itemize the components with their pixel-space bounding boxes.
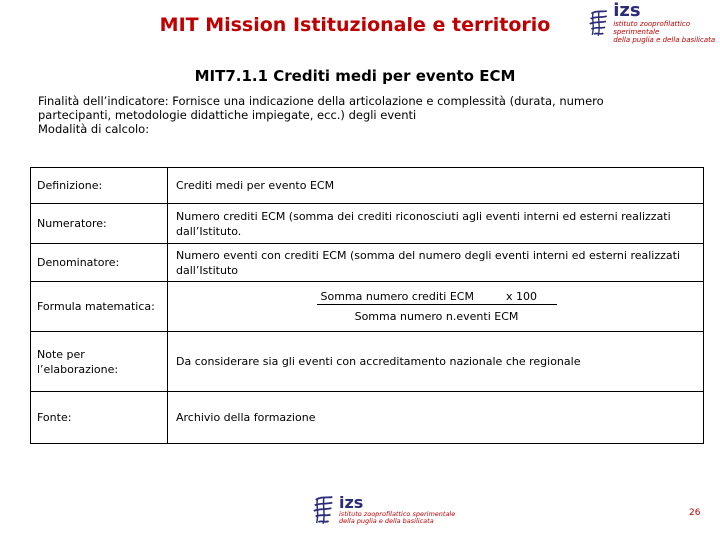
row-value: Numero eventi con crediti ECM (somma del numero degli eventi interni ed esterni realizzati dall’Istituto	[168, 244, 704, 282]
intro-line: partecipanti, metodologie didattiche impiegate, ecc.) degli eventi	[38, 108, 417, 122]
table-row	[31, 204, 704, 244]
logo-subtitle-line1: istituto zooprofilattico sperimentale	[613, 20, 691, 37]
table-row	[31, 332, 704, 392]
row-label: Fonte:	[31, 392, 168, 444]
table-row	[31, 282, 704, 332]
formula-multiplier: x 100	[505, 290, 537, 303]
indicator-table	[30, 167, 704, 444]
formula-numerator: Somma numero crediti ECM	[320, 290, 474, 303]
intro-line: Finalità dell’indicatore: Fornisce una indicazione della articolazione e complessità (durata, numero	[38, 94, 604, 108]
row-value: Archivio della formazione	[168, 392, 704, 444]
row-value: Numero crediti ECM (somma dei crediti riconosciuti agli eventi interni ed esterni realizzati dall’Istituto.	[168, 204, 704, 244]
logo-text: izs	[339, 492, 364, 512]
izs-footer-logo	[312, 494, 455, 526]
row-label: Numeratore:	[31, 204, 168, 244]
row-label: Denominatore:	[31, 244, 168, 282]
table-row	[31, 392, 704, 444]
row-label: Definizione:	[31, 168, 168, 204]
izs-logo-mark-icon	[588, 6, 610, 40]
table-row	[31, 244, 704, 282]
formula-cell	[168, 282, 704, 332]
logo-text: izs	[613, 0, 641, 21]
page-title: MIT Mission Istituzionale e territorio	[159, 14, 551, 36]
izs-logo-mark-icon	[312, 494, 336, 526]
indicator-title: MIT7.1.1 Crediti medi per evento ECM	[194, 67, 516, 85]
row-label: Formula matematica:	[31, 282, 168, 332]
logo-subtitle-line1: istituto zooprofilattico sperimentale	[339, 509, 456, 518]
row-label: Note per l’elaborazione:	[31, 332, 168, 392]
izs-logo	[588, 2, 720, 44]
intro-text	[38, 94, 698, 136]
page-number: 26	[689, 508, 701, 518]
row-value: Crediti medi per evento ECM	[168, 168, 704, 204]
logo-subtitle-line2: della puglia e della basilicata	[339, 517, 434, 525]
logo-subtitle-line2: della puglia e della basilicata	[613, 36, 716, 45]
intro-line: Modalità di calcolo:	[38, 122, 150, 136]
formula-denominator: Somma numero n.eventi ECM	[354, 310, 519, 323]
formula-numerator-line	[317, 289, 557, 305]
table-row	[31, 168, 704, 204]
row-value: Da considerare sia gli eventi con accreditamento nazionale che regionale	[168, 332, 704, 392]
